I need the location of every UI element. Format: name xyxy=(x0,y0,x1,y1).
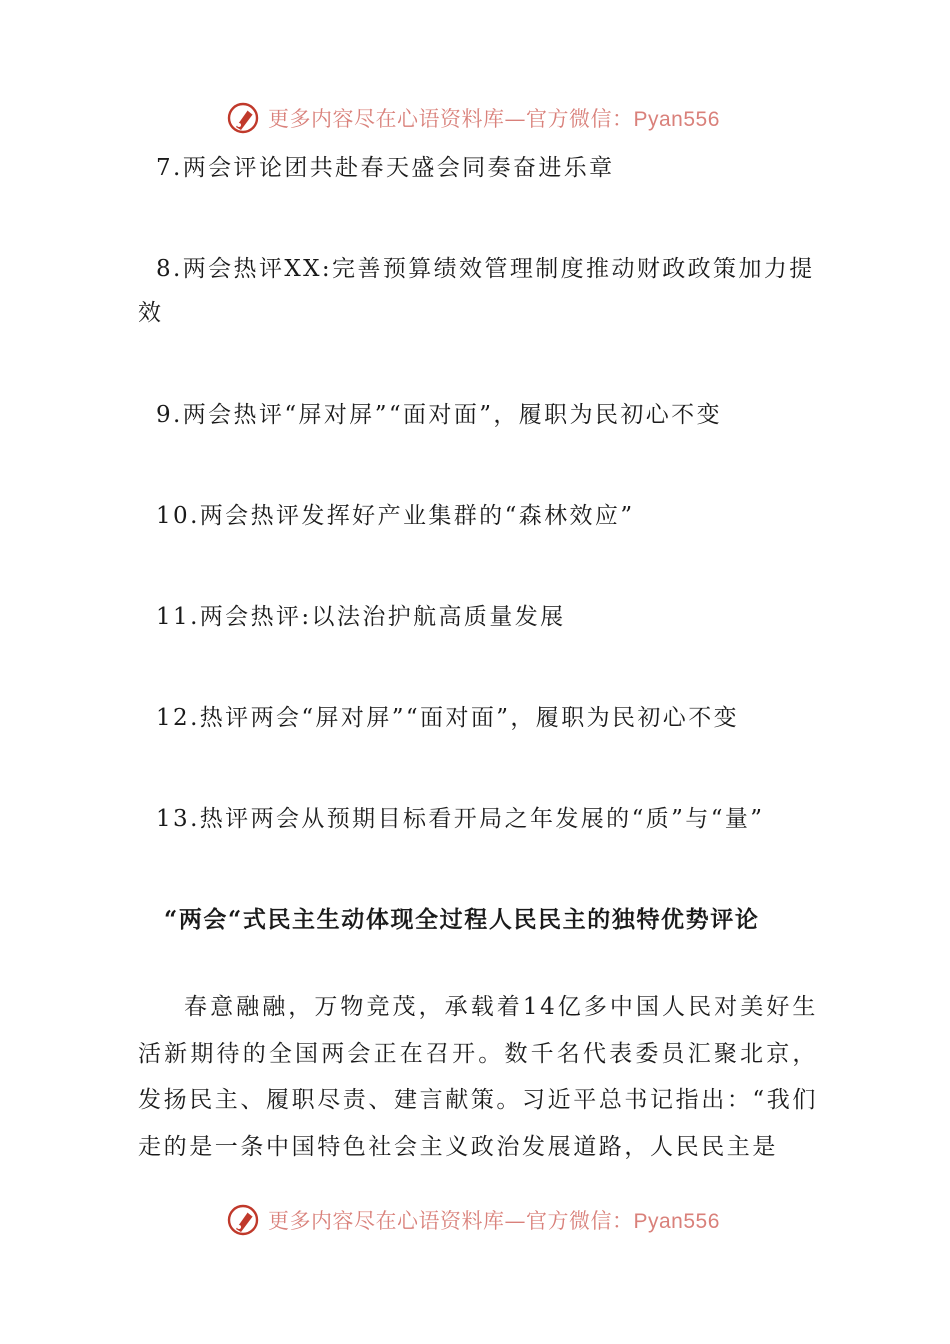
wechat-id: Pyan556 xyxy=(633,1210,720,1233)
list-item: 11.两会热评:以法治护航高质量发展 xyxy=(156,604,566,630)
list-item: 7.两会评论团共赴春天盛会同奏奋进乐章 xyxy=(156,155,615,181)
footer-banner xyxy=(226,1200,746,1240)
banner-text: 更多内容尽在心语资料库—官方微信：Pyan556 xyxy=(268,1209,720,1233)
section-heading: “两会“式民主生动体现全过程人民民主的独特优势评论 xyxy=(164,906,760,933)
banner-text: 更多内容尽在心语资料库—官方微信：Pyan556 xyxy=(268,107,720,131)
list-item: 8.两会热评XX:完善预算绩效管理制度推动财政政策加力提效 xyxy=(138,256,815,326)
pen-nib-logo-icon xyxy=(226,1202,262,1238)
list-item: 13.热评两会从预期目标看开局之年发展的“质”与“量” xyxy=(156,806,765,832)
wechat-id: Pyan556 xyxy=(633,108,720,131)
list-item: 10.两会热评发挥好产业集群的“森林效应” xyxy=(156,503,635,529)
list-item: 12.热评两会“屏对屏”“面对面”，履职为民初心不变 xyxy=(156,705,740,731)
header-banner xyxy=(226,98,746,138)
body-paragraph: 春意融融，万物竞茂，承载着14亿多中国人民对美好生活新期待的全国两会正在召开。数千名代表委员汇聚北京，发扬民主、履职尽责、建言献策。习近平总书记指出：“我们走的是一条中国特色社会主义政治发展道路，人民民主是 xyxy=(138,994,818,1160)
pen-nib-logo-icon xyxy=(226,100,262,136)
list-item: 9.两会热评“屏对屏”“面对面”，履职为民初心不变 xyxy=(156,402,722,428)
